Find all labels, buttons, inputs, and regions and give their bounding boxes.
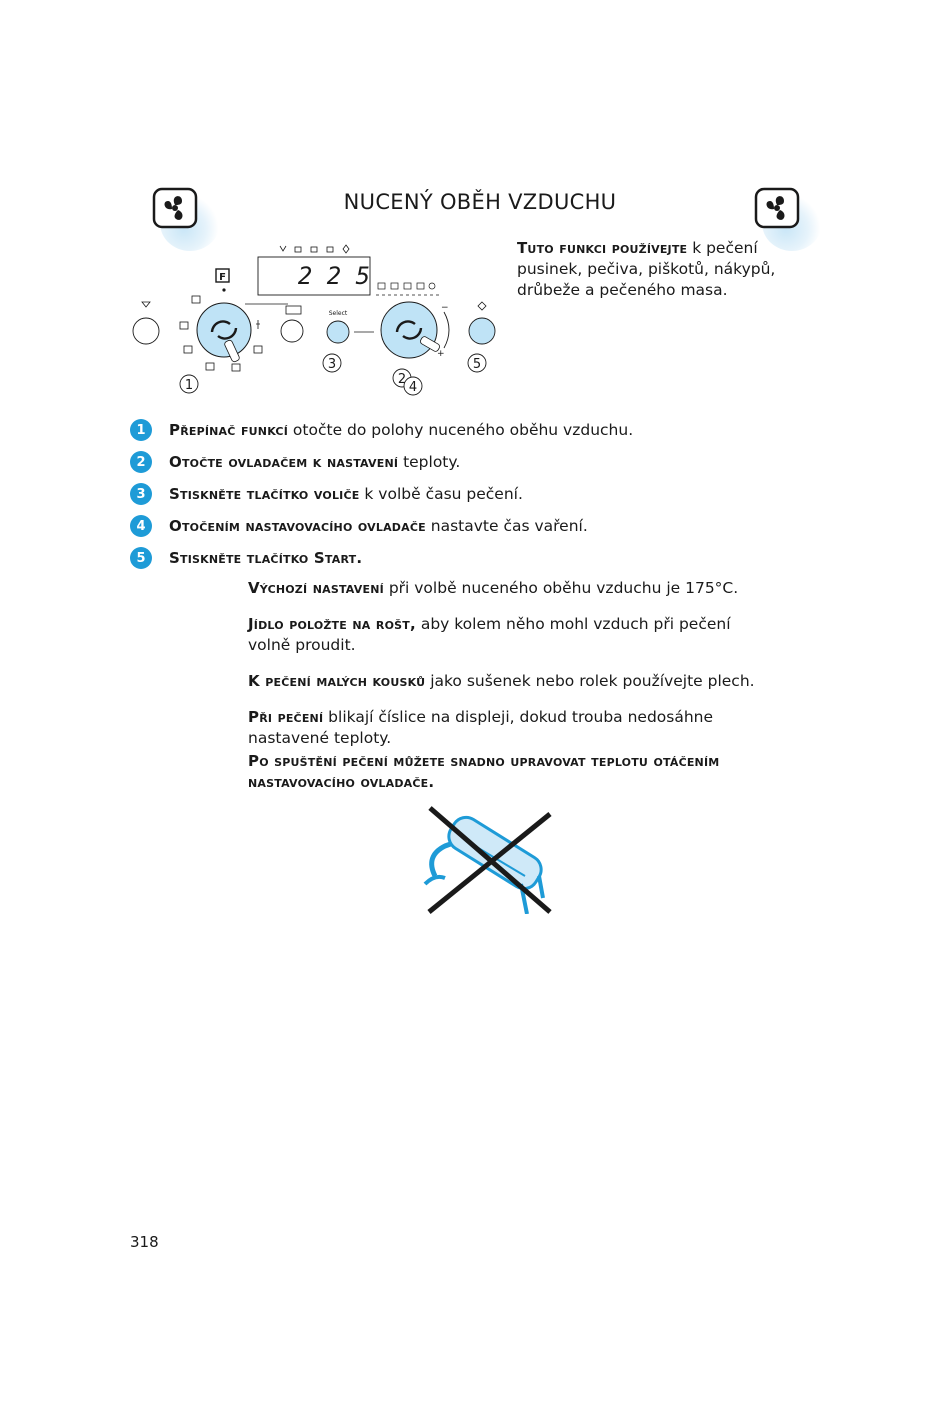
note-text: při volbě nuceného oběhu vzduchu je 175°C. xyxy=(383,579,739,597)
note-lead: Po spuštění pečení můžete snadno upravovat teplotu otáčením nastavovacího ovladače. xyxy=(248,752,720,791)
light-button xyxy=(133,318,159,344)
intro-paragraph xyxy=(517,238,817,301)
intro-text: k pečení pusinek, pečiva, piškotů, nákypů, drůbeže a pečeného masa. xyxy=(517,239,776,299)
control-panel-diagram xyxy=(130,240,505,400)
step-lead: Přepínač funkcí xyxy=(169,421,288,439)
callout-3: 3 xyxy=(327,357,337,372)
note-lead: Výchozí nastavení xyxy=(248,579,384,597)
step-text: k volbě času pečení. xyxy=(359,485,523,503)
note-lead: Jídlo položte na rošt, xyxy=(248,615,416,633)
container-shape xyxy=(444,812,547,894)
note-lead: Při pečení xyxy=(248,708,324,726)
step-text: nastavte čas vaření. xyxy=(425,517,588,535)
step-number: 5 xyxy=(130,547,152,569)
step-item xyxy=(130,446,830,478)
plus-label: + xyxy=(437,349,445,359)
auto-button xyxy=(281,320,303,342)
fan-icon xyxy=(754,187,800,229)
callout-2: 2 xyxy=(397,372,407,387)
select-label: Select xyxy=(328,310,348,317)
intro-lead: Tuto funkci používejte xyxy=(517,239,688,257)
callout-5: 5 xyxy=(472,357,482,372)
notes-section xyxy=(248,578,768,808)
note-paragraph xyxy=(248,578,768,599)
callout-1: 1 xyxy=(184,378,194,393)
adjust-knob xyxy=(381,302,437,358)
step-item xyxy=(130,478,830,510)
fan-icon xyxy=(152,187,198,229)
steps-list xyxy=(130,414,830,574)
display-side-icons xyxy=(376,283,440,295)
note-paragraph xyxy=(248,614,768,656)
callout-4: 4 xyxy=(408,380,418,395)
display-value: 2 2 5 xyxy=(297,262,371,290)
note-text: blikají číslice na displeji, dokud trouba nedosáhne nastavené teploty. xyxy=(248,708,714,747)
light-symbol xyxy=(142,302,150,307)
minus-label: − xyxy=(441,303,449,313)
page-number: 318 xyxy=(130,1233,159,1251)
step-number: 2 xyxy=(130,451,152,473)
step-lead: Stiskněte tlačítko Start. xyxy=(169,549,363,567)
no-aluminum-foil-illustration xyxy=(415,806,555,914)
step-lead: Stiskněte tlačítko voliče xyxy=(169,485,360,503)
note-paragraph xyxy=(248,751,768,793)
function-label: F xyxy=(219,272,226,283)
note-text: jako sušenek nebo rolek používejte plech. xyxy=(425,672,755,690)
note-paragraph xyxy=(248,671,768,692)
start-symbol xyxy=(478,302,486,310)
step-lead: Otočte ovladačem k nastavení xyxy=(169,453,399,471)
page-title: NUCENÝ OBĚH VZDUCHU xyxy=(343,190,617,214)
step-number: 1 xyxy=(130,419,152,441)
note-text: aby kolem něho mohl vzduch při pečení volně proudit. xyxy=(248,615,731,654)
step-text: teploty. xyxy=(398,453,461,471)
step-item xyxy=(130,414,830,446)
function-knob xyxy=(197,303,251,357)
step-item xyxy=(130,542,830,574)
step-number: 3 xyxy=(130,483,152,505)
step-text: otočte do polohy nuceného oběhu vzduchu. xyxy=(288,421,634,439)
step-number: 4 xyxy=(130,515,152,537)
step-lead: Otočením nastavovacího ovladače xyxy=(169,517,426,535)
step-item xyxy=(130,510,830,542)
select-button xyxy=(327,321,349,343)
note-paragraph xyxy=(248,707,768,749)
note-lead: K pečení malých kousků xyxy=(248,672,426,690)
display-top-icons xyxy=(280,245,349,253)
start-button xyxy=(469,318,495,344)
